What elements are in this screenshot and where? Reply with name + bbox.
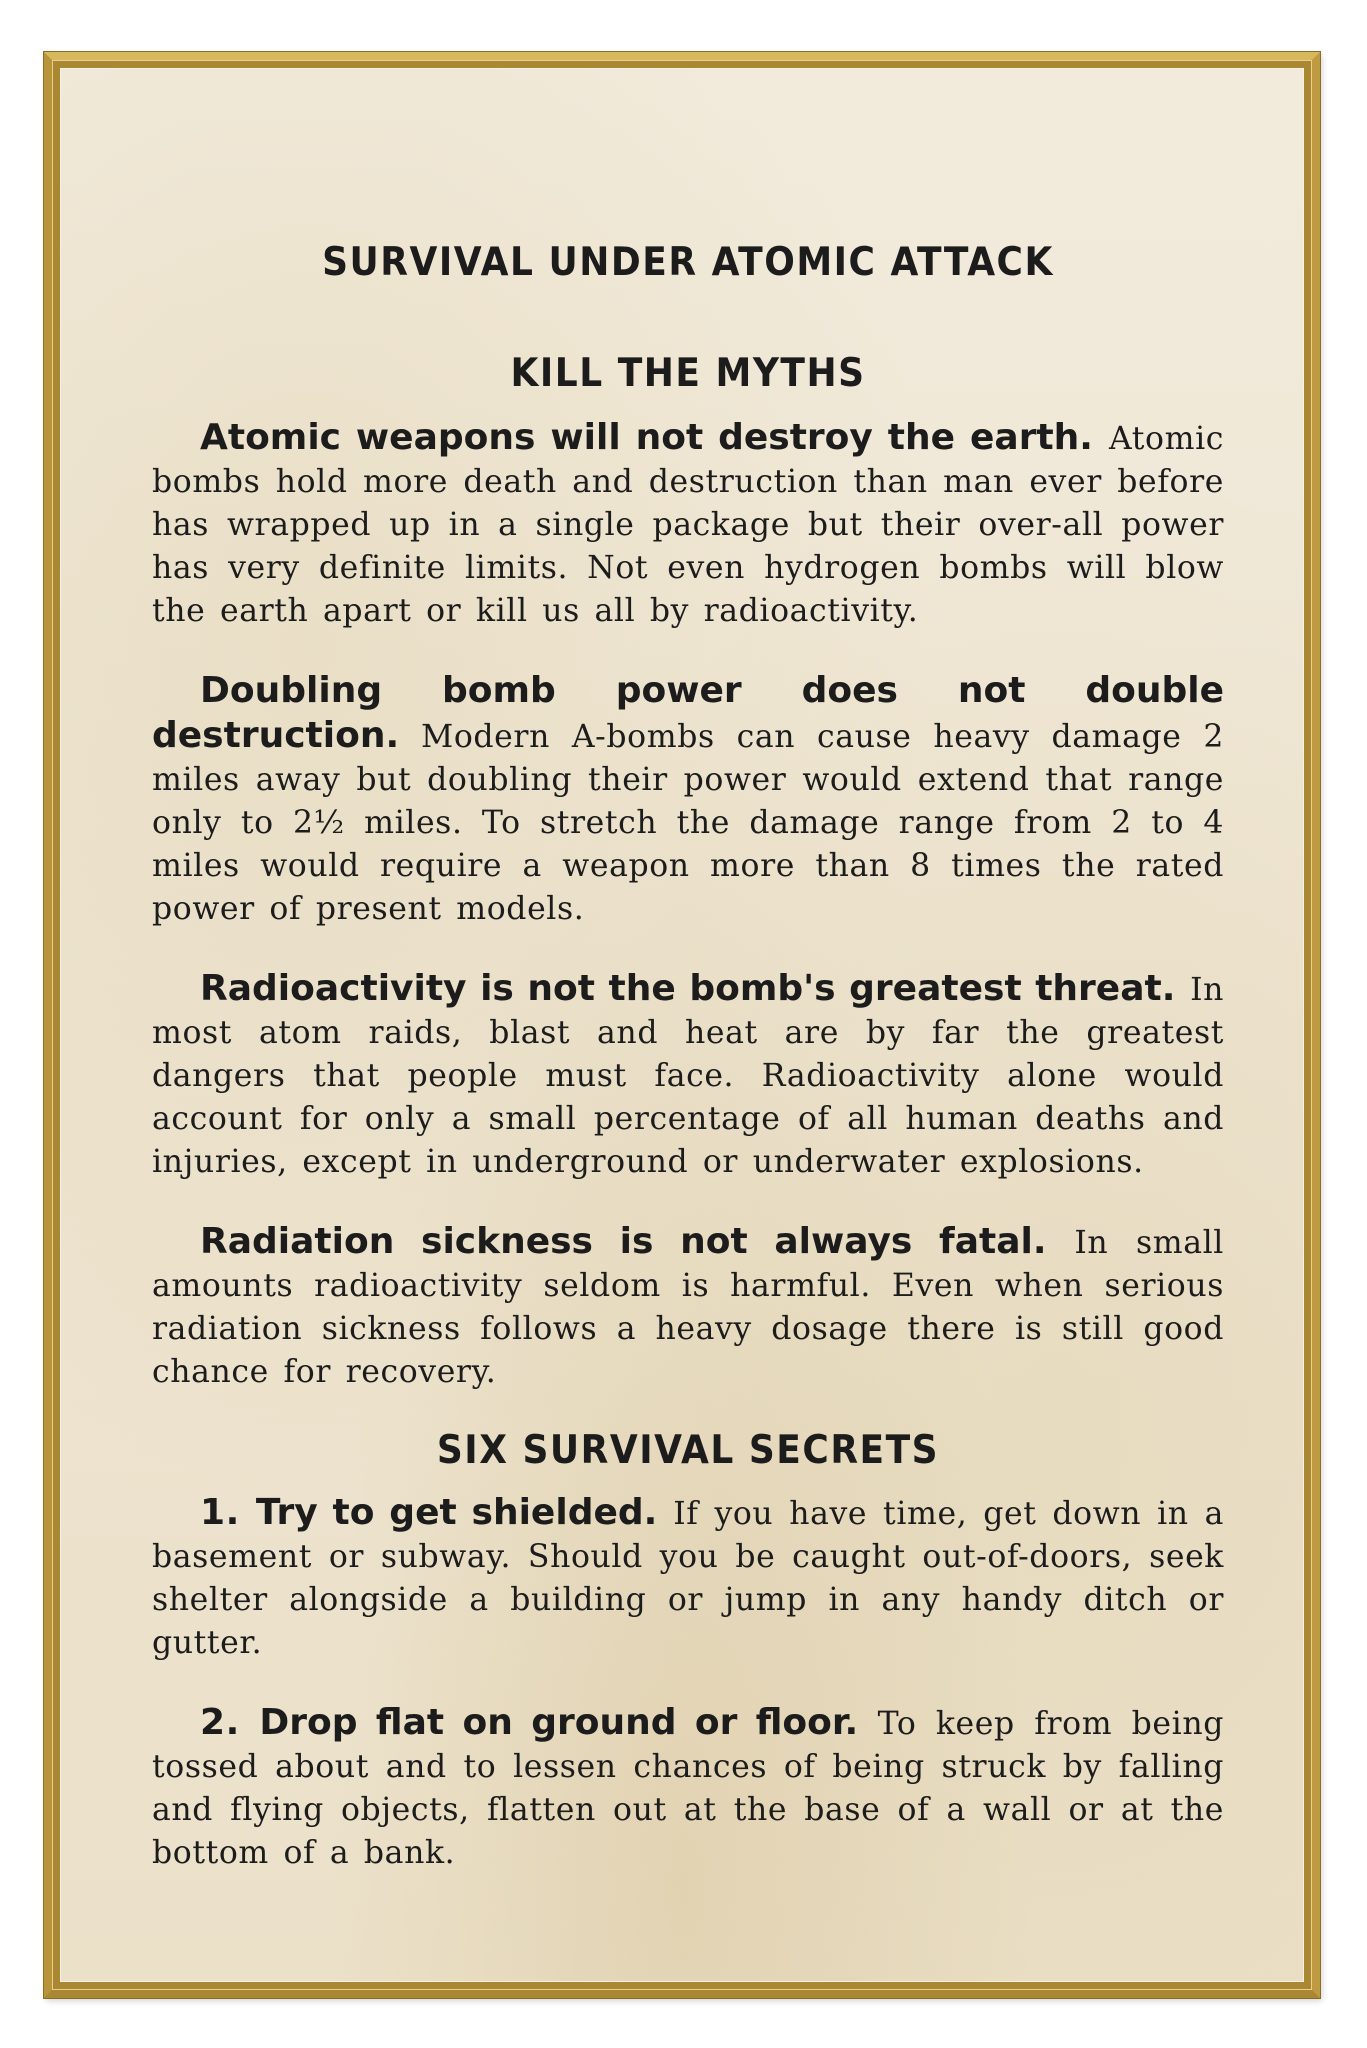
myth-paragraph-2 bbox=[152, 669, 1224, 931]
secret-number-2: 2. bbox=[200, 1702, 240, 1743]
myth-body-4: In small amounts radioactivity seldom is harmful. Even when serious radiation sickness follows a heavy dosage there is still good chance for recovery. bbox=[152, 1225, 1224, 1390]
poster-content bbox=[152, 188, 1224, 1911]
poster-title: SURVIVAL UNDER ATOMIC ATTACK bbox=[322, 240, 1054, 285]
secret-paragraph-1 bbox=[152, 1491, 1224, 1665]
myth-lead-1: Atomic weapons will not destroy the earth. bbox=[200, 417, 1093, 458]
myth-lead-4: Radiation sickness is not always fatal. bbox=[200, 1221, 1047, 1262]
myth-lead-3: Radioactivity is not the bomb's greatest threat. bbox=[200, 968, 1176, 1009]
myth-body-1: Atomic bombs hold more death and destruction than man ever before has wrapped up in a single package but their over-all power has very definite limits. Not even hydrogen bombs will blow the earth apart or kill us all by radioactivity. bbox=[152, 421, 1224, 629]
myth-lead-2: Doubling bomb power does not double destruction. bbox=[152, 670, 1224, 756]
myth-paragraph-3 bbox=[152, 967, 1224, 1184]
secret-paragraph-2 bbox=[152, 1701, 1224, 1875]
secret-number-1: 1. bbox=[200, 1492, 240, 1533]
myth-paragraph-1 bbox=[152, 416, 1224, 633]
poster-frame bbox=[44, 52, 1320, 1998]
myths-heading: KILL THE MYTHS bbox=[510, 351, 866, 396]
myth-paragraph-4 bbox=[152, 1220, 1224, 1394]
poster-paper bbox=[60, 68, 1304, 1982]
myth-body-3: In most atom raids, blast and heat are by far the greatest dangers that people must face. Radioactivity alone would account for only a small percentage of all human deaths and injuries, except in underground or underwater explosions. bbox=[152, 972, 1224, 1180]
secret-lead-1: Try to get shielded. bbox=[255, 1492, 658, 1533]
secret-body-2: To keep from being tossed about and to lessen chances of being struck by falling and flying objects, flatten out at the base of a wall or at the bottom of a bank. bbox=[152, 1706, 1224, 1871]
secrets-heading: SIX SURVIVAL SECRETS bbox=[436, 1428, 940, 1473]
secret-lead-2: Drop flat on ground or floor. bbox=[259, 1702, 859, 1743]
secret-body-1: If you have time, get down in a basement or subway. Should you be caught out-of-doors, seek shelter alongside a building or jump in any handy ditch or gutter. bbox=[152, 1496, 1224, 1661]
myth-body-2: Modern A-bombs can cause heavy damage 2 miles away but doubling their power would extend that range only to 2½ miles. To stretch the damage range from 2 to 4 miles would require a weapon more than 8 times the rated power of present models. bbox=[152, 719, 1224, 927]
